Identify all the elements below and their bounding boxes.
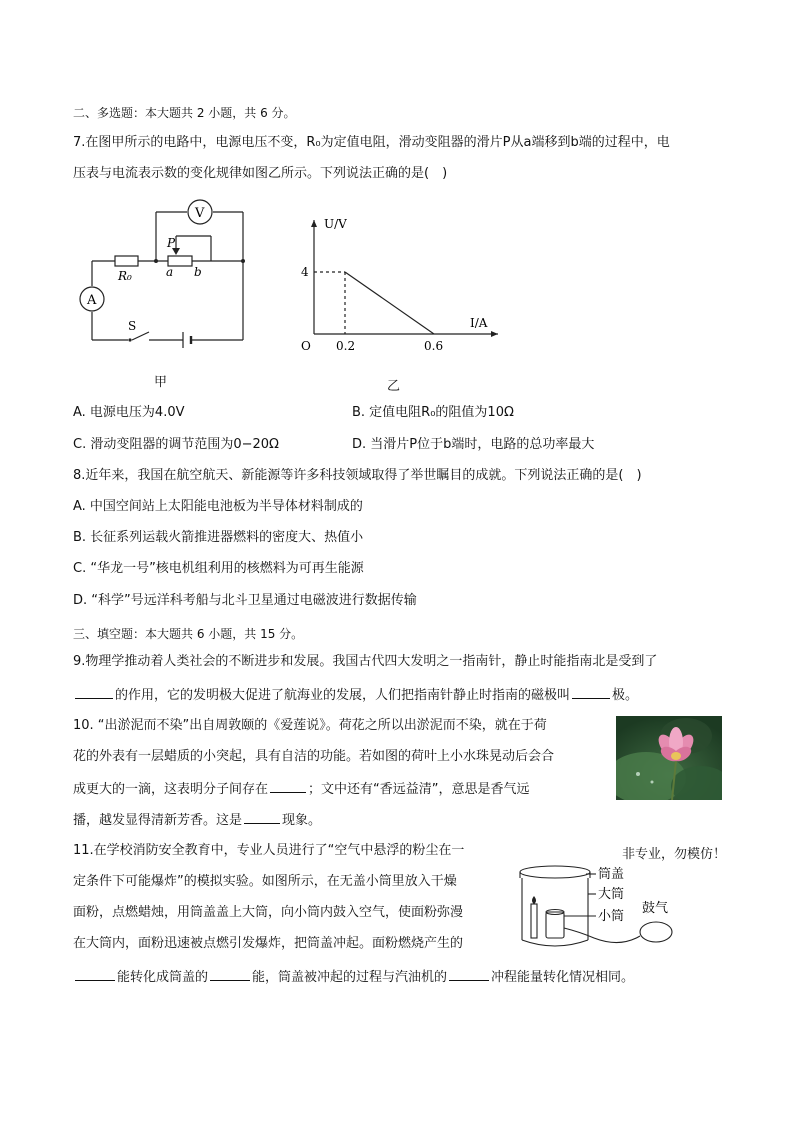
q11-blank-2[interactable] bbox=[210, 966, 250, 981]
figure-warning: 非专业，勿模仿！ bbox=[622, 847, 727, 862]
q10-line1: 10. “出淤泥而不染”出自周敦颐的《爱莲说》。荷花之所以出淤泥而不染，就在于荷 bbox=[73, 718, 547, 733]
q9-line2-text-b: 极。 bbox=[612, 688, 639, 703]
voltmeter-label: V bbox=[195, 206, 205, 221]
lid-label: 筒盖 bbox=[598, 867, 625, 882]
q9-line2 bbox=[73, 684, 638, 706]
q7-option-a: A. 电源电压为4.0V bbox=[73, 405, 185, 420]
q8-stem: 8.近年来，我国在航空航天、新能源等许多科技领域取得了举世瞩目的成就。下列说法正确的是( ) bbox=[73, 468, 642, 483]
q8-option-d: D. “科学”号远洋科考船与北斗卫星通过电磁波进行数据传输 bbox=[73, 593, 417, 608]
y-axis-label: U/V bbox=[324, 217, 347, 231]
resistor-label: R₀ bbox=[118, 269, 132, 283]
big-cylinder-label: 大筒 bbox=[598, 887, 625, 902]
q9-line2-text-a: 的作用，它的发明极大促进了航海业的发展，人们把指南针静止时指南的磁极叫 bbox=[115, 688, 571, 703]
q8-option-b: B. 长征系列运载火箭推进器燃料的密度大、热值小 bbox=[73, 530, 364, 545]
q11-line2: 定条件下可能爆炸”的模拟实验。如图所示，在无盖小筒里放入干燥 bbox=[73, 874, 457, 889]
q7-option-c: C. 滑动变阻器的调节范围为0−20Ω bbox=[73, 437, 279, 452]
pump-bulb bbox=[640, 922, 672, 942]
graph-line bbox=[345, 272, 434, 334]
end-b-label: b bbox=[194, 265, 202, 279]
end-a-label: a bbox=[166, 265, 174, 279]
voltage-current-graph bbox=[298, 206, 508, 356]
q10-blank-1[interactable] bbox=[270, 778, 306, 793]
small-cylinder bbox=[546, 912, 564, 938]
y-tick-4: 4 bbox=[301, 265, 309, 279]
q11-line4: 在大筒内，面粉迅速被点燃引发爆炸，把筒盖冲起。面粉燃烧产生的 bbox=[73, 936, 464, 951]
q10-line3 bbox=[73, 778, 530, 800]
x-axis-label: I/A bbox=[470, 316, 488, 330]
q9-blank-2[interactable] bbox=[572, 684, 610, 699]
ammeter-label: A bbox=[87, 293, 97, 308]
q10-line3-text-a: 成更大的一滴，这表明分子间存在 bbox=[73, 782, 269, 797]
switch-label: S bbox=[128, 319, 137, 333]
q11-blank-3[interactable] bbox=[449, 966, 489, 981]
q11-line5-text-c: 冲程能量转化情况相同。 bbox=[491, 970, 635, 985]
q9-line1: 9.物理学推动着人类社会的不断进步和发展。我国古代四大发明之一指南针，静止时能指南北是受到了 bbox=[73, 654, 658, 669]
q7-stem-line1: 7.在图甲所示的电路中，电源电压不变，R₀为定值电阻，滑动变阻器的滑片P从a端移到b端的过程中，电 bbox=[73, 135, 670, 150]
q10-line4-text-b: 现象。 bbox=[282, 813, 322, 828]
q11-line5-text-a: 能转化成筒盖的 bbox=[117, 970, 209, 985]
graph-caption: 乙 bbox=[387, 379, 401, 394]
q8-option-c: C. “华龙一号”核电机组利用的核燃料为可再生能源 bbox=[73, 561, 364, 576]
q10-line4-text-a: 播，越发显得清新芳香。这是 bbox=[73, 813, 243, 828]
small-cylinder-label: 小筒 bbox=[598, 909, 625, 924]
q10-line3-text-b: ；文中还有“香远益清”，意思是香气远 bbox=[308, 782, 530, 797]
section-heading-fill-in: 三、填空题：本大题共 6 小题，共 15 分。 bbox=[73, 627, 304, 641]
q7-stem-line2: 压表与电流表示数的变化规律如图乙所示。下列说法正确的是( ) bbox=[73, 166, 448, 181]
circuit-caption: 甲 bbox=[154, 375, 168, 390]
q11-line1: 11.在学校消防安全教育中，专业人员进行了“空气中悬浮的粉尘在一 bbox=[73, 843, 465, 858]
flame-icon bbox=[532, 896, 536, 904]
q9-blank-1[interactable] bbox=[75, 684, 113, 699]
q8-option-a: A. 中国空间站上太阳能电池板为半导体材料制成的 bbox=[73, 499, 363, 514]
section-heading-multiple-choice: 二、多选题：本大题共 2 小题，共 6 分。 bbox=[73, 106, 296, 120]
q10-blank-2[interactable] bbox=[244, 809, 280, 824]
q7-option-d: D. 当滑片P位于b端时，电路的总功率最大 bbox=[352, 437, 595, 452]
dust-explosion-figure bbox=[510, 860, 720, 956]
lotus-photo bbox=[616, 716, 722, 800]
candle bbox=[531, 904, 537, 938]
q11-line5 bbox=[73, 966, 634, 988]
pump-label: 鼓气 bbox=[642, 901, 669, 916]
x-tick-0-6: 0.6 bbox=[424, 339, 444, 353]
circuit-diagram bbox=[70, 192, 260, 352]
lid bbox=[520, 866, 590, 878]
q7-option-b: B. 定值电阻R₀的阻值为10Ω bbox=[352, 405, 514, 420]
q10-line2: 花的外表有一层蜡质的小突起，具有自洁的功能。若如图的荷叶上小水珠晃动后会合 bbox=[73, 749, 555, 764]
q11-line3: 面粉，点燃蜡烛，用筒盖盖上大筒，向小筒内鼓入空气，使面粉弥漫 bbox=[73, 905, 464, 920]
q11-line5-text-b: 能，筒盖被冲起的过程与汽油机的 bbox=[252, 970, 448, 985]
q11-blank-1[interactable] bbox=[75, 966, 115, 981]
q10-line4 bbox=[73, 809, 321, 831]
origin-label: O bbox=[301, 339, 311, 353]
slider-label: P bbox=[167, 236, 176, 250]
x-tick-0-2: 0.2 bbox=[336, 339, 356, 353]
